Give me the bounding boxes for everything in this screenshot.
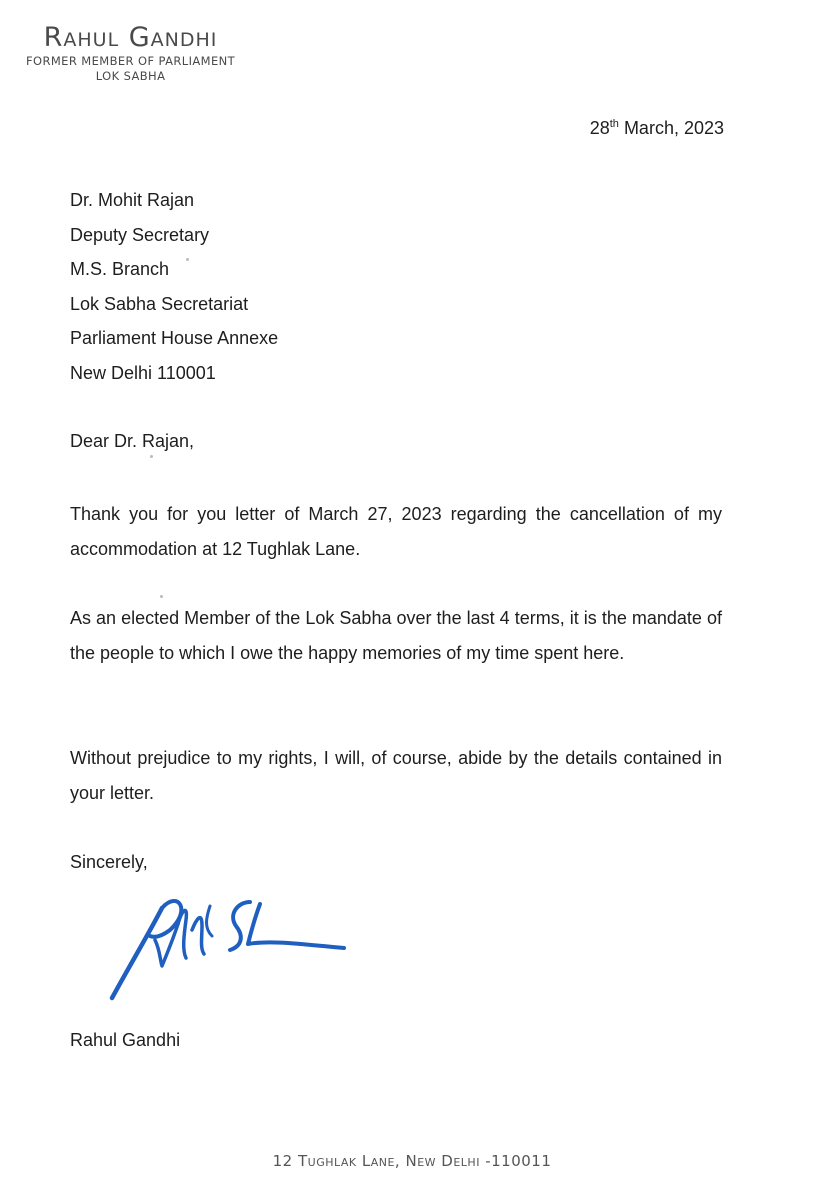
body-paragraph: Without prejudice to my rights, I will, of course, abide by the details contained in your letter. bbox=[70, 748, 722, 803]
address-line: Dr. Mohit Rajan bbox=[70, 190, 195, 210]
address-line: New Delhi 110001 bbox=[70, 362, 216, 383]
recipient-address bbox=[70, 183, 278, 390]
signature bbox=[100, 880, 360, 1010]
letterhead-name: Rahul Gandhi bbox=[43, 22, 218, 53]
signature-stroke bbox=[248, 904, 344, 948]
address-line: Lok Sabha Secretariat bbox=[70, 293, 249, 314]
signature-stroke bbox=[207, 906, 213, 936]
letterhead-house: LOK SABHA bbox=[95, 69, 166, 83]
address-line: M.S. Branch bbox=[70, 259, 170, 279]
paper-speck bbox=[160, 595, 163, 598]
date-day: 28 bbox=[589, 118, 610, 138]
paper-speck bbox=[186, 258, 189, 261]
salutation: Dear Dr. Rajan, bbox=[70, 431, 195, 451]
signature-stroke bbox=[192, 918, 204, 954]
letter-date bbox=[590, 118, 724, 139]
signature-stroke bbox=[112, 908, 162, 998]
body-paragraph: As an elected Member of the Lok Sabha over the last 4 terms, it is the mandate of the people to which I owe the happy memories of my time spent here. bbox=[70, 608, 722, 663]
address-line: Deputy Secretary bbox=[70, 224, 210, 245]
signature-strokes bbox=[112, 901, 344, 998]
paper-speck bbox=[150, 455, 153, 458]
body-paragraph: Thank you for you letter of March 27, 2023 regarding the cancellation of my accommodation at 12 Tughlak Lane. bbox=[70, 504, 722, 559]
date-rest: March, 2023 bbox=[618, 118, 724, 138]
letterhead bbox=[26, 22, 235, 84]
closing: Sincerely, bbox=[70, 852, 148, 872]
footer-address: 12 Tughlak Lane, New Delhi -110011 bbox=[272, 1152, 552, 1170]
date-suffix: th bbox=[609, 118, 619, 130]
signature-stroke bbox=[178, 910, 186, 958]
address-line: Parliament House Annexe bbox=[70, 328, 279, 348]
signer-name: Rahul Gandhi bbox=[70, 1030, 181, 1050]
letterhead-title: FORMER MEMBER OF PARLIAMENT bbox=[26, 54, 236, 68]
